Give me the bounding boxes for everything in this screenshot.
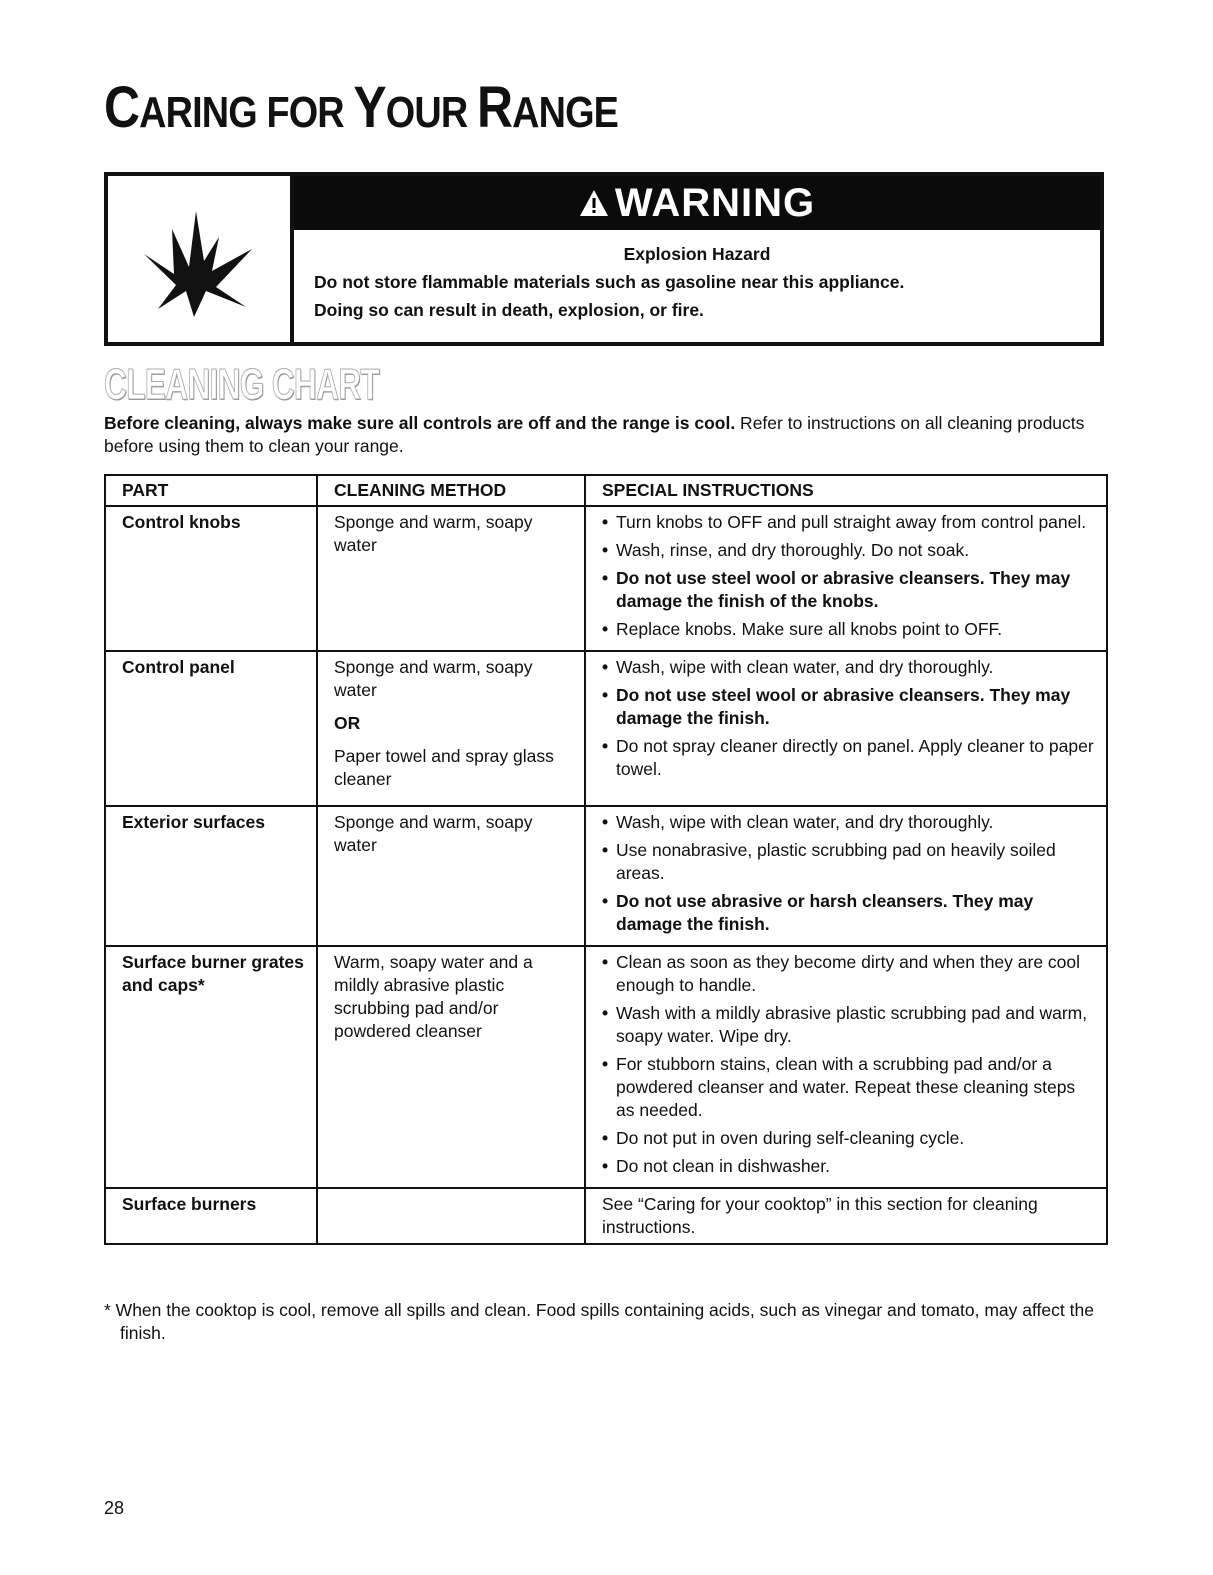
warning-line-1: Do not store flammable materials such as gasoline near this appliance. [314, 272, 905, 292]
intro-text: Before cleaning, always make sure all controls are off and the range is cool. Refer to instructions on all cleaning products before using them to clean your range. [104, 413, 1085, 456]
column-header: PART [105, 475, 317, 506]
column-header: CLEANING METHOD [317, 475, 585, 506]
instructions-cell [585, 651, 1107, 806]
hazard-title: Explosion Hazard [623, 244, 771, 264]
list-item: • Do not use abrasive or harsh cleansers. They may damage the finish. [602, 890, 1098, 936]
method-cell: Warm, soapy water and a mildly abrasive plastic scrubbing pad and/or powdered cleanser [317, 946, 585, 1188]
warning-label: WARNING [614, 180, 816, 225]
table-row [105, 506, 1107, 651]
method-cell: Sponge and warm, soapy water [317, 806, 585, 946]
warning-box [104, 172, 1104, 346]
footnote: * When the cooktop is cool, remove all spills and clean. Food spills containing acids, such as vinegar and tomato, may affect the finish. [104, 1300, 1094, 1343]
list-item: • Replace knobs. Make sure all knobs point to OFF. [602, 618, 1098, 641]
method-cell [317, 1188, 585, 1244]
table-row [105, 1188, 1107, 1244]
instructions-cell [585, 506, 1107, 651]
cleaning-chart [104, 474, 1108, 1245]
warning-header [294, 176, 1100, 230]
list-item: • Do not put in oven during self-cleaning cycle. [602, 1127, 1098, 1150]
page-number: 28 [104, 1498, 125, 1518]
column-header: SPECIAL INSTRUCTIONS [585, 475, 1107, 506]
table-row [105, 946, 1107, 1188]
table-row [105, 806, 1107, 946]
list-item: • Do not spray cleaner directly on panel. Apply cleaner to paper towel. [602, 735, 1098, 781]
list-item: • Wash, rinse, and dry thoroughly. Do not soak. [602, 539, 1098, 562]
list-item: • Do not use steel wool or abrasive cleansers. They may damage the finish. [602, 684, 1098, 730]
section-title: CLEANING CHART [104, 360, 380, 409]
table-row [105, 651, 1107, 806]
method-cell: Sponge and warm, soapy water OR Paper towel and spray glass cleaner [317, 651, 585, 806]
list-item: • Wash, wipe with clean water, and dry thoroughly. [602, 656, 1098, 679]
page-title: CARING FOR YOUR RANGE [104, 75, 619, 140]
instructions-cell [585, 946, 1107, 1188]
part-cell: Control panel [105, 651, 317, 806]
instructions-cell: See “Caring for your cooktop” in this section for cleaning instructions. [585, 1188, 1107, 1244]
list-item: • Wash with a mildly abrasive plastic scrubbing pad and warm, soapy water. Wipe dry. [602, 1002, 1098, 1048]
list-item: • Turn knobs to OFF and pull straight away from control panel. [602, 511, 1098, 534]
part-cell: Surface burner grates and caps* [105, 946, 317, 1188]
part-cell: Exterior surfaces [105, 806, 317, 946]
list-item: • Do not clean in dishwasher. [602, 1155, 1098, 1178]
warning-triangle-icon [579, 189, 609, 217]
list-item: • Wash, wipe with clean water, and dry thoroughly. [602, 811, 1098, 834]
explosion-icon [108, 176, 294, 342]
instructions-cell [585, 806, 1107, 946]
list-item: • Clean as soon as they become dirty and when they are cool enough to handle. [602, 951, 1098, 997]
part-cell: Surface burners [105, 1188, 317, 1244]
method-cell: Sponge and warm, soapy water [317, 506, 585, 651]
list-item: • Use nonabrasive, plastic scrubbing pad on heavily soiled areas. [602, 839, 1098, 885]
list-item: • Do not use steel wool or abrasive cleansers. They may damage the finish of the knobs. [602, 567, 1098, 613]
list-item: • For stubborn stains, clean with a scrubbing pad and/or a powdered cleanser and water. Repeat these cleaning steps as needed. [602, 1053, 1098, 1122]
warning-line-2: Doing so can result in death, explosion, or fire. [314, 300, 704, 320]
part-cell: Control knobs [105, 506, 317, 651]
table-header-row [105, 475, 1107, 506]
